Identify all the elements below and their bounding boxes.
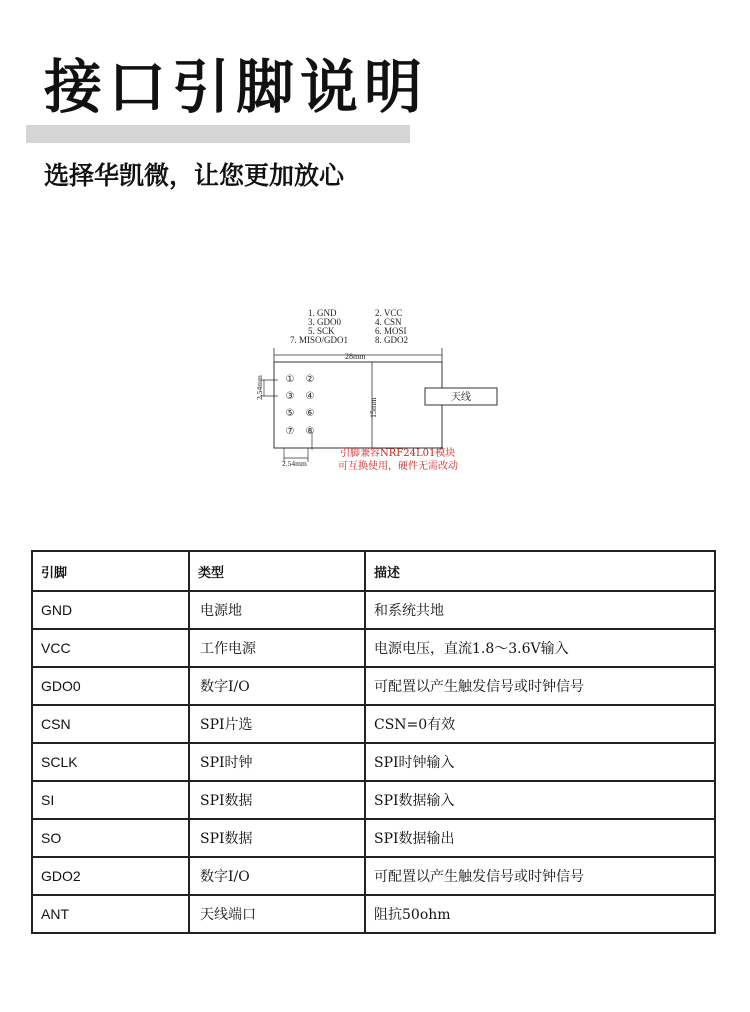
title-underline-bar bbox=[26, 125, 410, 143]
header-type: 类型 bbox=[189, 551, 365, 591]
table-row bbox=[32, 667, 715, 705]
desc-cell: CSN=0有效 bbox=[365, 705, 715, 743]
pin-label-8: 8. GDO2 bbox=[375, 335, 408, 345]
pin-label-7: 7. MISO/GDO1 bbox=[290, 335, 349, 345]
pin-cell: GND bbox=[32, 591, 189, 629]
pin-cell: CSN bbox=[32, 705, 189, 743]
pin-description-table bbox=[31, 550, 716, 934]
pin-7-icon: ⑦ bbox=[285, 426, 295, 437]
pin-2-icon: ② bbox=[305, 374, 315, 385]
note-line-2: 可互换使用，硬件无需改动 bbox=[338, 461, 458, 472]
pin-6-icon: ⑥ bbox=[305, 408, 315, 419]
pin-label-6: 6. MOSI bbox=[375, 326, 407, 336]
type-cell: SPI时钟 bbox=[189, 743, 365, 781]
pin-cell: SCLK bbox=[32, 743, 189, 781]
table-row bbox=[32, 591, 715, 629]
table-row bbox=[32, 629, 715, 667]
type-cell: SPI数据 bbox=[189, 819, 365, 857]
table-row bbox=[32, 781, 715, 819]
note-line-1: 引脚兼容NRF24L01模块 bbox=[340, 448, 456, 459]
pin-cell: VCC bbox=[32, 629, 189, 667]
table-row bbox=[32, 705, 715, 743]
header-pin: 引脚 bbox=[32, 551, 189, 591]
pin-cell: SI bbox=[32, 781, 189, 819]
pin-4-icon: ④ bbox=[305, 391, 315, 402]
desc-cell: 阻抗50ohm bbox=[365, 895, 715, 933]
desc-cell: 和系统共地 bbox=[365, 591, 715, 629]
table-row bbox=[32, 857, 715, 895]
pin-cell: GDO2 bbox=[32, 857, 189, 895]
desc-cell: 电源电压，直流1.8～3.6V输入 bbox=[365, 629, 715, 667]
pin-3-icon: ③ bbox=[285, 391, 295, 402]
page-title: 接口引脚说明 bbox=[44, 53, 429, 121]
type-cell: 天线端口 bbox=[189, 895, 365, 933]
pin-cell: ANT bbox=[32, 895, 189, 933]
antenna-label: 天线 bbox=[451, 392, 471, 403]
desc-cell: 可配置以产生触发信号或时钟信号 bbox=[365, 857, 715, 895]
module-pin-diagram bbox=[250, 300, 510, 480]
table-row bbox=[32, 895, 715, 933]
module-outline bbox=[274, 362, 442, 448]
page-subtitle: 选择华凯微，让您更加放心 bbox=[44, 161, 345, 190]
pin-8-icon: ⑧ bbox=[305, 426, 315, 437]
desc-cell: SPI时钟输入 bbox=[365, 743, 715, 781]
pitch-horizontal-label: 2.54mm bbox=[282, 459, 307, 468]
table-row bbox=[32, 743, 715, 781]
type-cell: SPI片选 bbox=[189, 705, 365, 743]
pin-cell: SO bbox=[32, 819, 189, 857]
desc-cell: 可配置以产生触发信号或时钟信号 bbox=[365, 667, 715, 705]
pin-label-2: 2. VCC bbox=[375, 308, 403, 318]
pin-label-3: 3. GDO0 bbox=[308, 317, 341, 327]
type-cell: 电源地 bbox=[189, 591, 365, 629]
pin-5-icon: ⑤ bbox=[285, 408, 295, 419]
pin-1-icon: ① bbox=[285, 374, 295, 385]
type-cell: 数字I/O bbox=[189, 857, 365, 895]
table-row bbox=[32, 819, 715, 857]
type-cell: 数字I/O bbox=[189, 667, 365, 705]
pin-label-5: 5. SCK bbox=[308, 326, 335, 336]
type-cell: SPI数据 bbox=[189, 781, 365, 819]
height-dimension-label: 15mm bbox=[369, 397, 378, 418]
desc-cell: SPI数据输出 bbox=[365, 819, 715, 857]
pin-cell: GDO0 bbox=[32, 667, 189, 705]
header-desc: 描述 bbox=[365, 551, 715, 591]
pitch-vertical-label: 2.54mm bbox=[255, 375, 264, 400]
type-cell: 工作电源 bbox=[189, 629, 365, 667]
pin-label-4: 4. CSN bbox=[375, 317, 402, 327]
desc-cell: SPI数据输入 bbox=[365, 781, 715, 819]
pin-label-1: 1. GND bbox=[308, 308, 337, 318]
table-header-row bbox=[32, 551, 715, 591]
width-dimension-label: 28mm bbox=[345, 352, 366, 361]
